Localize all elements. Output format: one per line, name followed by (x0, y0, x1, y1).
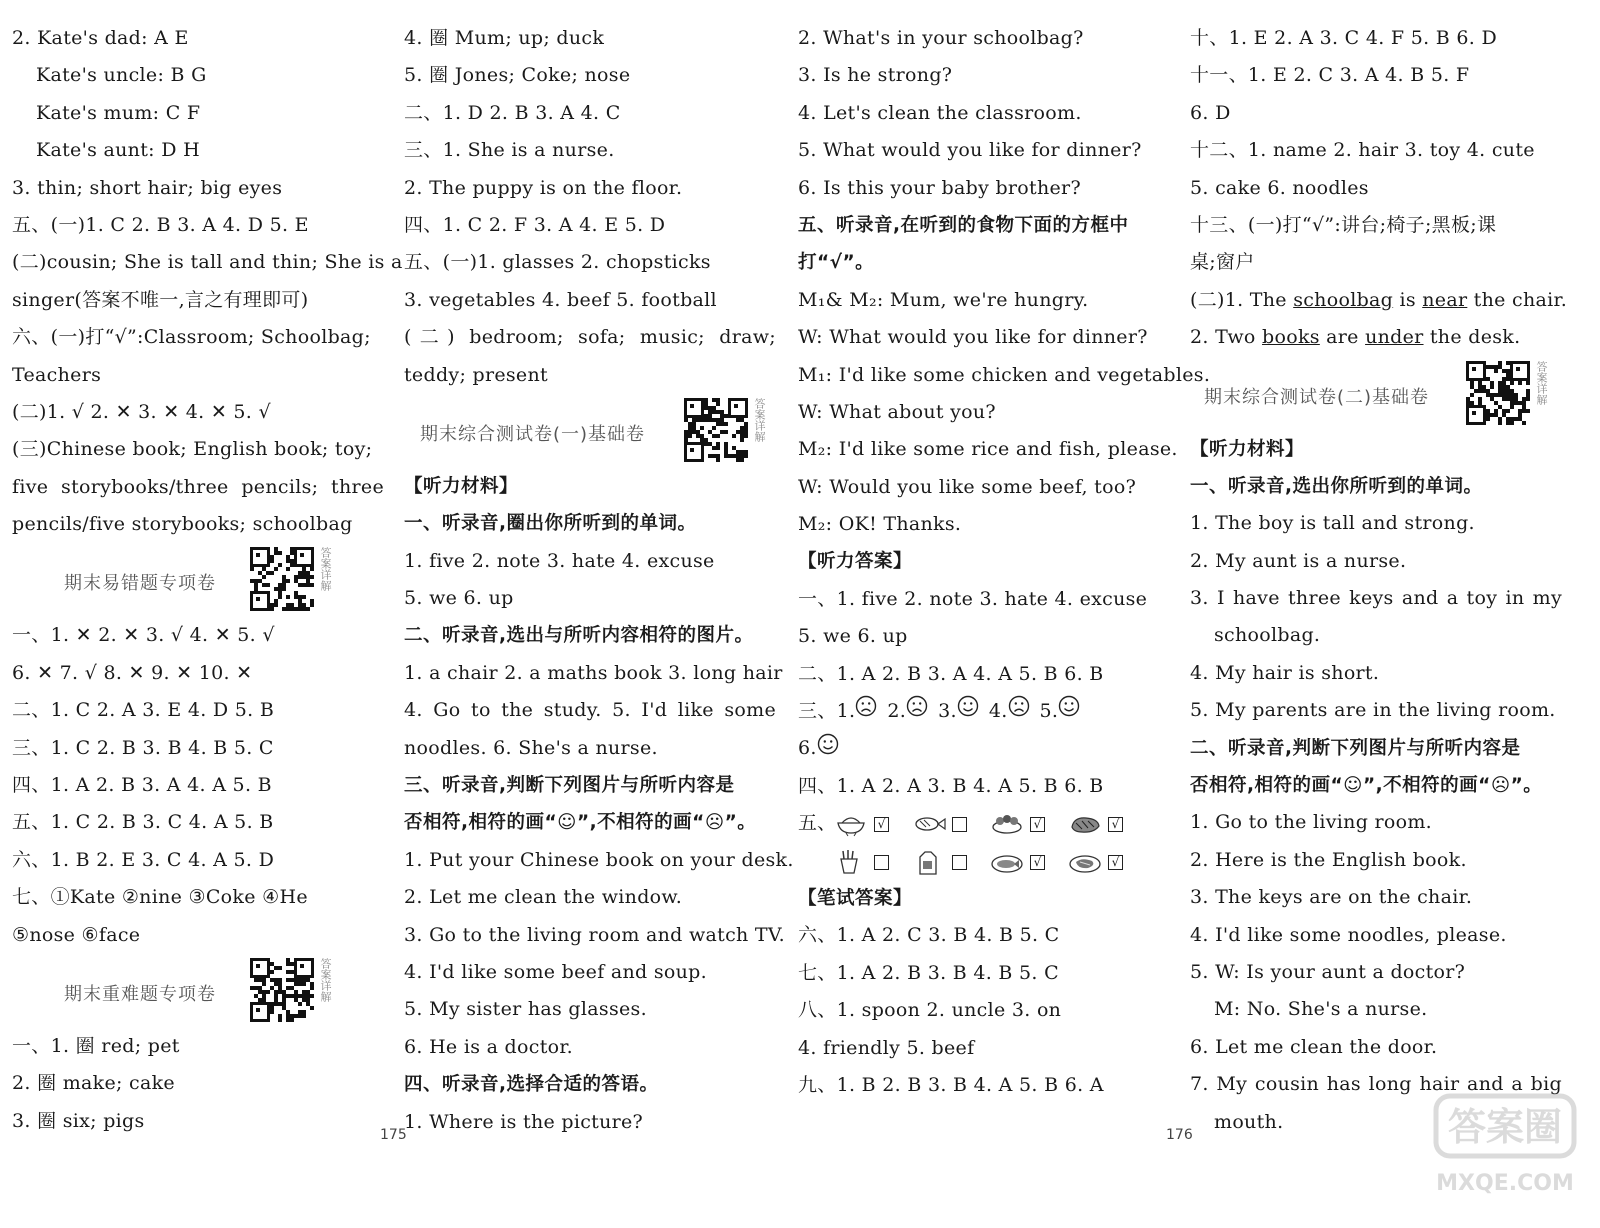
section-title: 期末重难题专项卷 (64, 983, 216, 1005)
section-heading: 【听力答案】 (798, 551, 913, 573)
question-number: 五、 (798, 812, 837, 835)
dialogue-line: M₁: I'd like some chicken and vegetables. (798, 363, 1211, 386)
svg-text:MXQE.COM: MXQE.COM (1436, 1171, 1574, 1196)
answer-line: 三、1. C 2. B 3. B 4. B 5. C (12, 736, 274, 759)
answer-line: 6. Let me clean the door. (1190, 1035, 1438, 1058)
answer-line: Kate's uncle: B G (36, 64, 207, 87)
qr-tag: 答案详解 (753, 397, 766, 442)
answer-line: 4. 圈 Mum; up; duck (404, 27, 605, 49)
answer-line: 九、1. B 2. B 3. B 4. A 5. B 6. A (798, 1073, 1104, 1096)
answer-line: 5. My parents are in the living room. (1190, 699, 1556, 722)
underlined-word: near (1422, 288, 1468, 311)
answer-line: Kate's aunt: D H (36, 139, 200, 162)
question-heading: 一、听录音,圈出你所听到的单词。 (404, 513, 697, 535)
answer-line: 5. W: Is your aunt a doctor? (1190, 960, 1466, 983)
answer-line: 七、1. A 2. B 3. B 4. B 5. C (798, 961, 1059, 984)
question-heading: 四、听录音,选择合适的答语。 (404, 1074, 659, 1096)
answer-block-4b (1190, 431, 1562, 1141)
answer-line: noodles. 6. She's a nurse. (404, 736, 658, 759)
food-group (834, 812, 1146, 834)
answer-line: 七、①Kate ②nine ③Coke ④He (12, 886, 308, 909)
food-item (834, 849, 898, 875)
answer-line: pencils/five storybooks; schoolbag (12, 513, 353, 536)
faces-answer-row (798, 730, 1170, 767)
answer-line: 四、1. C 2. F 3. A 4. E 5. D (404, 213, 666, 236)
food-item (990, 849, 1054, 875)
section-banner (12, 543, 384, 617)
answer-line: 二、1. D 2. B 3. A 4. C (404, 101, 621, 124)
answer-line: 5. My sister has glasses. (404, 998, 647, 1021)
qr-tag: 答案详解 (319, 547, 332, 592)
answer-line: 1. Go to the living room. (1190, 811, 1433, 834)
sad-face-icon (906, 693, 928, 730)
answer-checkbox: √ (1108, 855, 1123, 870)
answer-checkbox (874, 855, 889, 870)
answer-line: 四、1. A 2. A 3. B 4. A 5. B 6. B (798, 774, 1104, 797)
underlined-word: under (1365, 326, 1424, 349)
smiley-face-icon (817, 731, 839, 768)
question-heading: 打“√”。 (798, 252, 875, 274)
question-heading: 否相符,相符的画“☺”,不相符的画“☹”。 (1190, 775, 1543, 797)
answer-checkbox: √ (874, 817, 889, 832)
answer-line: 5. we 6. up (404, 587, 514, 610)
qr-code-icon[interactable] (684, 398, 748, 462)
answer-line: 六、(一)打“√”:Classroom; Schoolbag; (12, 326, 371, 349)
food-item (912, 811, 976, 837)
sad-face-icon (1008, 693, 1030, 730)
watermark-logo (1430, 1090, 1580, 1200)
section-banner (12, 954, 384, 1028)
dialogue-line: W: Would you like some beef, too? (798, 475, 1137, 498)
smiley-face-icon (957, 693, 979, 730)
question-heading: 五、听录音,在听到的食物下面的方框中 (798, 214, 1129, 236)
answer-block-4a (1190, 20, 1568, 357)
question-heading: 二、听录音,判断下列图片与所听内容是 (1190, 737, 1521, 759)
food-item (1068, 811, 1132, 837)
answer-block-3b (798, 880, 1170, 1104)
sad-face-icon (855, 693, 877, 730)
answer-line: 4. I'd like some noodles, please. (1190, 923, 1507, 946)
qr-code-icon[interactable] (1466, 361, 1530, 425)
column-2 (404, 20, 794, 1141)
page-number-left: 175 (380, 1127, 407, 1143)
answer-block-1a (12, 20, 403, 543)
answer-line: 3. vegetables 4. beef 5. football (404, 288, 717, 311)
face-answer (1040, 700, 1081, 722)
answer-line: 二、1. C 2. A 3. E 4. D 5. B (12, 699, 275, 722)
face-answer (837, 700, 878, 722)
answer-line: 二、1. A 2. B 3. A 4. A 5. B 6. B (798, 662, 1104, 685)
dialogue-line: W: What would you like for dinner? (798, 326, 1148, 349)
faces-answer-row (798, 693, 1170, 730)
answer-line: Teachers (12, 363, 102, 386)
page-number-right: 176 (1166, 1127, 1193, 1143)
answer-block-1c (12, 1028, 384, 1140)
answer-line: 五、1. C 2. B 3. C 4. A 5. B (12, 811, 274, 834)
text-run: is (1393, 288, 1423, 311)
answer-block-1b (12, 617, 384, 954)
answer-line: 1. The boy is tall and strong. (1190, 512, 1475, 535)
dialogue-line: W: What about you? (798, 400, 996, 423)
answer-line: 5. What would you like for dinner? (798, 139, 1142, 162)
answer-line: 7. My cousin has long hair and a big (1190, 1073, 1562, 1096)
answer-line: 五、(一)1. C 2. B 3. A 4. D 5. E (12, 213, 309, 236)
smiley-face-icon (1058, 693, 1080, 730)
answer-line: schoolbag. (1214, 624, 1321, 647)
food-group (834, 850, 1146, 872)
answer-line: 6. D (1190, 101, 1231, 124)
answer-line: 八、1. spoon 2. uncle 3. on (798, 999, 1062, 1022)
answer-line: (二)1. √ 2. ✕ 3. ✕ 4. ✕ 5. √ (12, 400, 271, 423)
chicken-icon (1068, 811, 1104, 837)
answer-line: 5. 圈 Jones; Coke; nose (404, 64, 631, 87)
answer-line: 2. Here is the English book. (1190, 848, 1467, 871)
answer-line: 十二、1. name 2. hair 3. toy 4. cute (1190, 139, 1535, 162)
food-item (990, 811, 1054, 837)
answer-line: 2. What's in your schoolbag? (798, 27, 1084, 49)
column-4 (1190, 20, 1568, 1141)
underlined-word: books (1262, 326, 1320, 349)
food-item (1068, 849, 1132, 875)
section-title: 期末易错题专项卷 (64, 573, 216, 595)
answer-line: 五、(一)1. glasses 2. chopsticks (404, 251, 711, 274)
face-answer (798, 737, 839, 759)
qr-code-icon[interactable] (250, 547, 314, 611)
answer-line: 三、1. She is a nurse. (404, 139, 615, 162)
question-heading: 三、听录音,判断下列图片与所听内容是 (404, 775, 735, 797)
question-heading: 二、听录音,选出与所听内容相符的图片。 (404, 625, 754, 647)
section-banner (404, 394, 776, 468)
answer-line: 3. 圈 six; pigs (12, 1109, 145, 1132)
underlined-word: schoolbag (1293, 288, 1394, 311)
answer-block-2a (404, 20, 776, 394)
answer-line: 2. My aunt is a nurse. (1190, 549, 1407, 572)
answer-line: 1. a chair 2. a maths book 3. long hair (404, 661, 783, 684)
answer-line: 5. cake 6. noodles (1190, 176, 1369, 199)
food-answer-row (798, 843, 1170, 880)
face-answer-number: 4. (988, 700, 1008, 723)
answer-line: 十、1. E 2. A 3. C 4. F 5. B 6. D (1190, 27, 1498, 49)
food-answer-row (798, 805, 1170, 842)
answer-line: 一、1. 圈 red; pet (12, 1034, 180, 1057)
fries-icon (834, 849, 870, 875)
answer-line: 4. Let's clean the classroom. (798, 101, 1082, 124)
vegetables-icon (990, 811, 1026, 837)
answer-line: 十三、(一)打“√”:讲台;椅子;黑板;课 (1190, 213, 1497, 236)
text-run: are (1319, 326, 1366, 349)
answer-line: 4. My hair is short. (1190, 661, 1380, 684)
answer-line: 2. Let me clean the window. (404, 886, 683, 909)
fish-plate-icon (990, 849, 1026, 875)
answer-line: 6. He is a doctor. (404, 1035, 574, 1058)
answer-checkbox: √ (1030, 855, 1045, 870)
answer-line (1190, 282, 1568, 319)
answer-line: 六、1. A 2. C 3. B 4. B 5. C (798, 924, 1060, 947)
question-number: 三、 (798, 700, 837, 723)
rice-bowl-icon (834, 811, 870, 837)
fish-icon (912, 811, 948, 837)
face-answer-number: 5. (1039, 700, 1059, 723)
section-title: 期末综合测试卷(二)基础卷 (1204, 386, 1430, 408)
answer-line: 4. friendly 5. beef (798, 1036, 975, 1059)
answer-line: 3. I have three keys and a toy in my (1190, 587, 1562, 610)
answer-line: 5. we 6. up (798, 625, 908, 648)
face-answer (938, 700, 979, 722)
answer-line: (二)cousin; She is tall and thin; She is a (12, 251, 403, 274)
answer-line: 一、1. ✕ 2. ✕ 3. √ 4. ✕ 5. √ (12, 624, 275, 647)
section-heading: 【听力材料】 (1190, 438, 1305, 460)
text-run: (二)1. The (1190, 288, 1294, 311)
answer-line: 1. five 2. note 3. hate 4. excuse (404, 549, 715, 572)
answer-line: Kate's mum: C F (36, 101, 201, 124)
dialogue-line: M₂: I'd like some rice and fish, please. (798, 438, 1178, 461)
svg-text:答案圈: 答案圈 (1447, 1105, 1563, 1149)
section-banner (1190, 357, 1562, 431)
text-run: the chair. (1467, 288, 1568, 311)
beef-icon (1068, 849, 1104, 875)
answer-checkbox (952, 817, 967, 832)
face-answer-number: 1. (836, 700, 856, 723)
dialogue-line: M₁& M₂: Mum, we're hungry. (798, 288, 1089, 311)
face-answer-number: 2. (887, 700, 907, 723)
milk-icon (912, 849, 948, 875)
answer-checkbox (952, 855, 967, 870)
answer-line: (二) bedroom; sofa; music; draw; (404, 326, 776, 349)
answer-line: mouth. (1214, 1110, 1284, 1133)
answer-line: 4. I'd like some beef and soup. (404, 960, 707, 983)
answer-line: M: No. She's a nurse. (1214, 998, 1428, 1021)
answer-block-2b (404, 468, 794, 1141)
text-run: the desk. (1423, 326, 1521, 349)
section-title: 期末综合测试卷(一)基础卷 (420, 423, 646, 445)
answer-line: 6. Is this your baby brother? (798, 176, 1081, 199)
answer-line: 1. Put your Chinese book on your desk. (404, 848, 794, 871)
section-heading: 【笔试答案】 (798, 887, 913, 909)
answer-line: 2. Kate's dad: A E (12, 27, 189, 49)
face-answer (989, 700, 1030, 722)
qr-tag: 答案详解 (1535, 360, 1548, 405)
face-answer-number: 3. (938, 700, 957, 723)
answer-line: (三)Chinese book; English book; toy; (12, 438, 373, 461)
answer-checkbox: √ (1030, 817, 1045, 832)
faces-group (798, 737, 849, 759)
faces-group (837, 700, 1091, 722)
answer-line: 一、1. five 2. note 3. hate 4. excuse (798, 587, 1148, 610)
answer-line: 4. Go to the study. 5. I'd like some (404, 699, 776, 722)
face-answer (887, 700, 928, 722)
dialogue-line: M₂: OK! Thanks. (798, 513, 962, 536)
answer-line: 六、1. B 2. E 3. C 4. A 5. D (12, 848, 275, 871)
answer-line (1190, 319, 1562, 356)
answer-line: 桌;窗户 (1190, 251, 1255, 274)
answer-checkbox: √ (1108, 817, 1123, 832)
answer-line: 十一、1. E 2. C 3. A 4. B 5. F (1190, 64, 1470, 87)
answer-line: 3. Is he strong? (798, 64, 953, 87)
qr-code-icon[interactable] (250, 958, 314, 1022)
question-heading: 一、听录音,选出你所听到的单词。 (1190, 475, 1483, 497)
answer-line: 四、1. A 2. B 3. A 4. A 5. B (12, 774, 272, 797)
face-answer-number: 6. (798, 737, 817, 760)
section-heading: 【听力材料】 (404, 475, 519, 497)
answer-line: 3. The keys are on the chair. (1190, 886, 1473, 909)
answer-line: five storybooks/three pencils; three (12, 475, 384, 498)
answer-line: 6. ✕ 7. √ 8. ✕ 9. ✕ 10. ✕ (12, 661, 253, 684)
answer-line: ⑤nose ⑥face (12, 923, 141, 946)
answer-line: 3. Go to the living room and watch TV. (404, 923, 785, 946)
answer-line: 3. thin; short hair; big eyes (12, 176, 283, 199)
answer-line: 2. 圈 make; cake (12, 1072, 175, 1095)
qr-tag: 答案详解 (319, 957, 332, 1002)
food-item (912, 849, 976, 875)
food-item (834, 811, 898, 837)
answer-line: 2. The puppy is on the floor. (404, 176, 683, 199)
text-run: 2. Two (1190, 326, 1263, 349)
answer-line: teddy; present (404, 363, 548, 386)
answer-line: singer(答案不唯一,言之有理即可) (12, 288, 309, 311)
answer-line: 1. Where is the picture? (404, 1110, 644, 1133)
question-heading: 否相符,相符的画“☺”,不相符的画“☹”。 (404, 812, 757, 834)
